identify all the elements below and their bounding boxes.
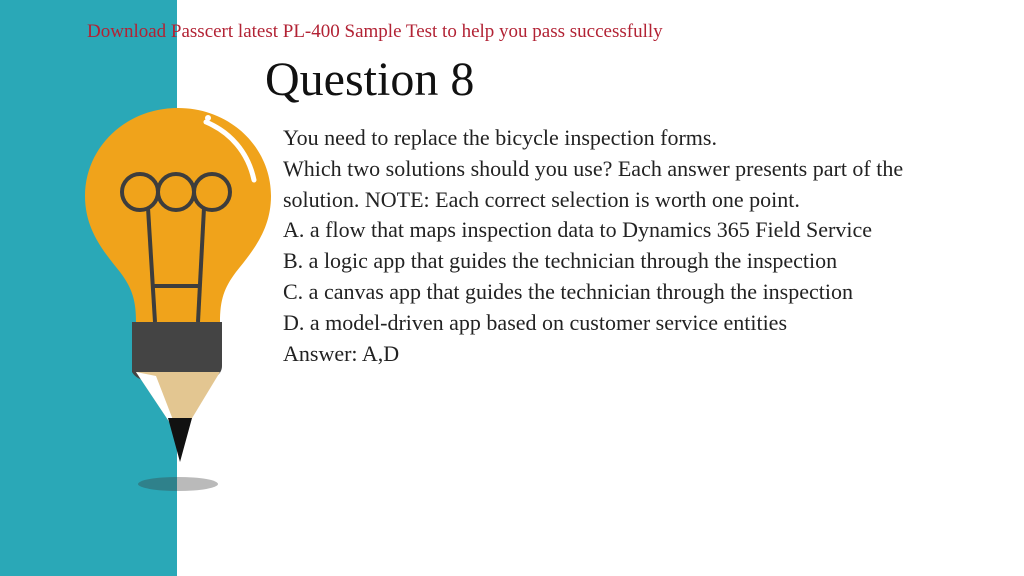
question-text-line: solution. NOTE: Each correct selection is worth one point. xyxy=(283,186,800,212)
question-title: Question 8 xyxy=(265,53,475,106)
question-content xyxy=(283,123,1008,369)
lightbulb-pencil-icon xyxy=(80,100,280,500)
option-c: C. a canvas app that guides the technician through the inspection xyxy=(283,278,854,304)
question-text-line: You need to replace the bicycle inspection forms. xyxy=(283,125,717,150)
option-b: B. a logic app that guides the technician through the inspection xyxy=(283,248,838,274)
option-a: A. a flow that maps inspection data to Dynamics 365 Field Service xyxy=(283,217,872,243)
promo-banner: Download Passcert latest PL-400 Sample Test to help you pass successfully xyxy=(87,21,663,42)
question-text-line: Which two solutions should you use? Each answer presents part of the xyxy=(283,155,904,181)
option-d: D. a model-driven app based on customer service entities xyxy=(283,309,788,335)
answer-text: Answer: A,D xyxy=(283,340,400,366)
